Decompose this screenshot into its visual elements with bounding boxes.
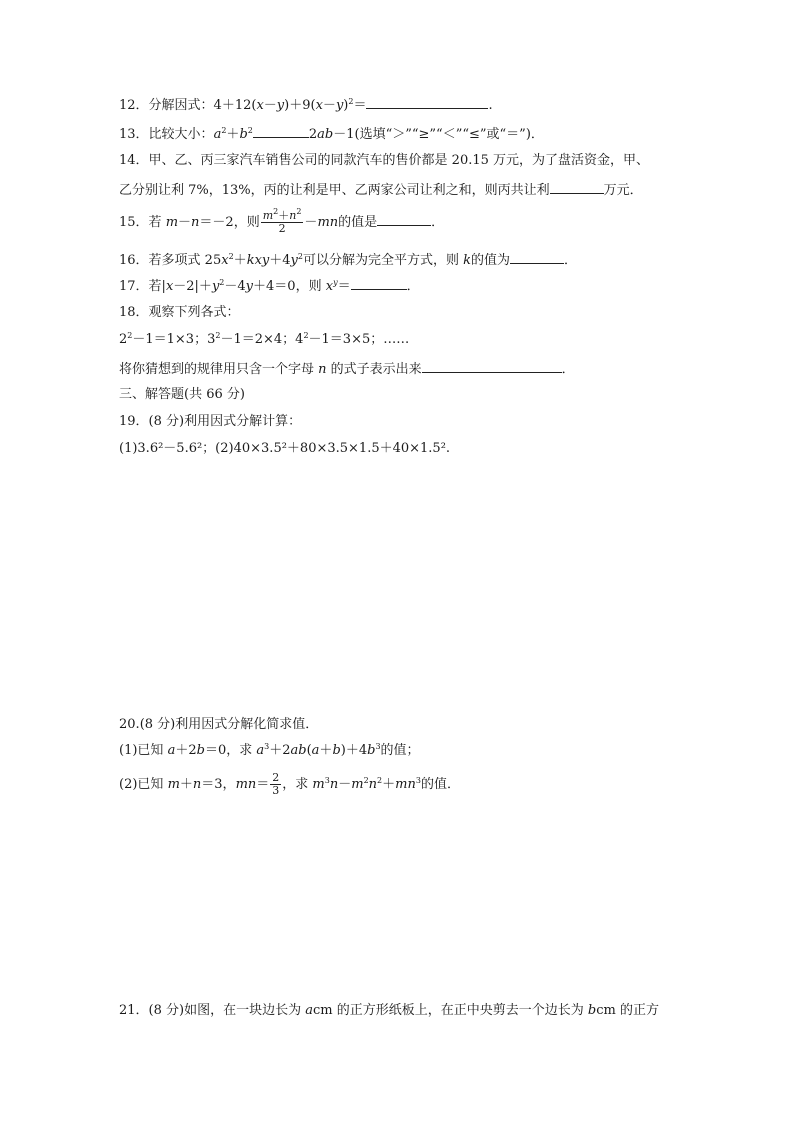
question-13: 13．比较大小：$a^2+b^2$ 2ab－1(选填“＞”“≥”“＜”“≤”或“＝”)． [119, 126, 544, 142]
section-title [119, 386, 245, 404]
answer-blank[interactable] [550, 180, 604, 194]
question-20 [119, 716, 318, 734]
answer-blank[interactable] [351, 276, 407, 290]
question-19 [119, 413, 301, 431]
question-text: ，则 [295, 279, 326, 294]
question-text: 乙分别让利 7%，13%，丙的让利是甲、乙两家公司让利之和，则丙共让利 [119, 183, 550, 198]
question-text: 若| [148, 279, 166, 294]
question-text: cm 的正方 [596, 1003, 659, 1018]
answer-blank[interactable] [510, 250, 564, 264]
ellipsis: …… [383, 332, 410, 347]
question-16: 16．若多项式 $25x^2+kxy+4y^2$可以分解为完全平方式，则 k的值为 ． [119, 252, 578, 268]
period: ． [431, 215, 445, 230]
question-14-line1 [119, 152, 649, 170]
question-text: 若多项式 25 [148, 253, 222, 268]
sub-question: (2)已知 [119, 777, 168, 792]
question-text: 的式子表示出来 [326, 362, 422, 377]
question-20-sub2: (2)已知 m＋n＝3，mn＝ $\frac{2}{3}$ ，求 $m^3n-m^2n^2+mn^3$的值． [119, 771, 460, 797]
question-14-line2 [119, 180, 643, 200]
question-number: 17． [119, 279, 149, 294]
question-text: 可以分解为完全平方式，则 [302, 253, 464, 268]
question-text: cm 的正方形纸板上，在正中央剪去一个边长为 [313, 1003, 588, 1018]
question-text: 分解因式：4＋12( [148, 98, 257, 113]
question-21: 21．(8 分)如图，在一块边长为 acm 的正方形纸板上，在正中央剪去一个边长为 bcm 的正方 [119, 1003, 659, 1018]
question-text: 万元． [603, 183, 643, 198]
question-text: (8 分)如图，在一块边长为 [148, 1003, 306, 1018]
fraction: $\frac{2}{3}$ [272, 771, 280, 797]
question-18-prompt: 将你猜想到的规律用只含一个字母 n 的式子表示出来 ． [119, 359, 575, 379]
answer-blank[interactable] [422, 359, 562, 373]
question-19-sub [119, 440, 450, 458]
question-text: 的值是 [338, 215, 378, 230]
question-15: 15．若 m－n＝－2，则 $\frac{m^2+n^2}{2}$ －mn的值是 ． [119, 207, 445, 235]
question-12: 12．分解因式：$4+12(x-y)+9(x-y)^2=$ . [119, 97, 493, 113]
question-text: (8 分)利用因式分解化简求值． [139, 717, 319, 732]
question-number: 16． [119, 253, 149, 268]
answer-blank[interactable] [366, 95, 488, 109]
question-number: 21． [119, 1003, 149, 1018]
question-number: 15． [119, 215, 149, 230]
question-number: 12． [119, 98, 149, 113]
fraction: $\frac{m^2+n^2}{2}$ [262, 207, 302, 235]
question-number: 20. [119, 717, 140, 732]
sub-question: 的值； [380, 743, 420, 758]
period: ． [406, 279, 420, 294]
sub-question: ，求 [226, 743, 257, 758]
question-text: 比较大小： [148, 127, 214, 142]
section-heading: 三、解答题(共 66 分) [119, 387, 245, 402]
period: ． [561, 362, 575, 377]
question-text: 观察下列各式： [148, 305, 240, 320]
answer-blank[interactable] [253, 124, 309, 138]
question-text: 将你猜想到的规律用只含一个字母 [119, 362, 319, 377]
question-number: 18． [119, 305, 149, 320]
question-text: 若 [148, 215, 166, 230]
question-text: 甲、乙、丙三家汽车销售公司的同款汽车的售价都是 20.15 万元，为了盘活资金，甲、 [148, 153, 650, 168]
question-number: 13． [119, 127, 149, 142]
sub-question: ，求 [282, 777, 313, 792]
question-20-sub1: (1)已知 a＋2b＝0，求 $a^3+2ab(a+b)+4b^3$的值； [119, 742, 420, 758]
question-text: ，则 [233, 215, 260, 230]
question-note: (选填“＞”“≥”“＜”“≤”或“＝”)． [354, 127, 544, 142]
answer-blank[interactable] [377, 212, 431, 226]
question-18 [119, 304, 240, 322]
sub-question: (1)已知 [119, 743, 168, 758]
period: ． [564, 253, 578, 268]
question-text: (8 分)利用因式分解计算： [148, 414, 302, 429]
sub-question: 的值． [420, 777, 460, 792]
question-18-series: $2^2-1=1\times 3$；$3^2-1=2\times 4$；$4^2-1=3\times 5$；…… [119, 331, 410, 347]
question-number: 14． [119, 153, 149, 168]
period: . [488, 98, 493, 113]
question-text: 的值为 [471, 253, 511, 268]
sub-question: (1)3.6²－5.6²；(2)40×3.5²＋80×3.5×1.5＋40×1.5². [119, 441, 451, 456]
question-number: 19． [119, 414, 149, 429]
question-17: 17．若$|x-2|+y^2-4y+4=0$，则 $x^y=$ ． [119, 278, 420, 294]
